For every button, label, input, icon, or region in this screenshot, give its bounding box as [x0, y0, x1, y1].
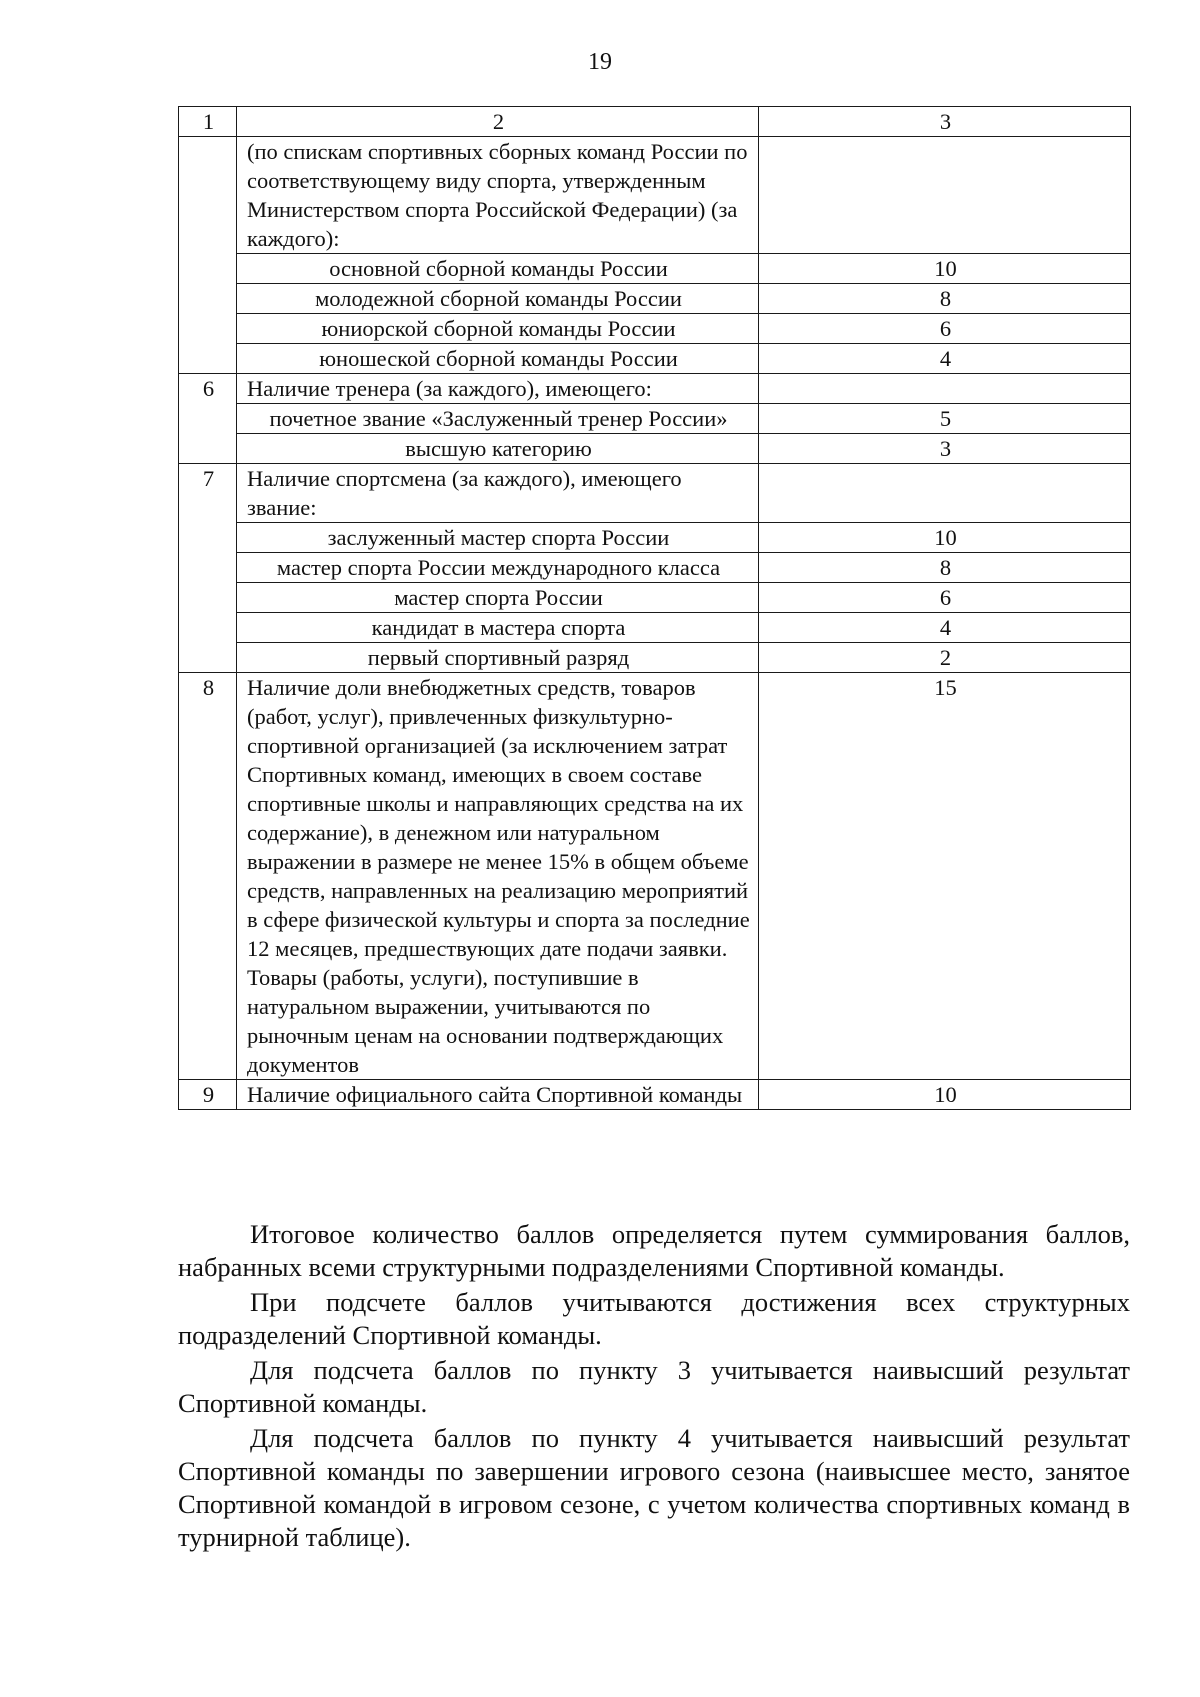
criterion-text: Наличие официального сайта Спортивной команды — [237, 1080, 759, 1110]
sub-criterion: молодежной сборной команды России — [237, 284, 759, 314]
notes-section — [178, 1218, 1130, 1556]
sub-criterion: высшую категорию — [237, 434, 759, 464]
points-cell: 10 — [759, 1080, 1131, 1110]
row-number-cell: 9 — [179, 1080, 237, 1110]
sub-criterion: первый спортивный разряд — [237, 643, 759, 673]
header-col-3: 3 — [759, 107, 1131, 137]
table-row — [179, 673, 1131, 1080]
row-number-cell — [179, 137, 237, 374]
table-row — [179, 464, 1131, 523]
table-row — [179, 434, 1131, 464]
criterion-text: (по спискам спортивных сборных команд России по соответствующему виду спорта, утвержденным Министерством спорта Российской Федерации) (за каждого): — [237, 137, 759, 254]
sub-criterion: мастер спорта России международного класса — [237, 553, 759, 583]
points-cell: 6 — [759, 583, 1131, 613]
points-cell: 4 — [759, 344, 1131, 374]
points-cell: 10 — [759, 523, 1131, 553]
table-row — [179, 404, 1131, 434]
sub-criterion: юношеской сборной команды России — [237, 344, 759, 374]
table-row — [179, 137, 1131, 254]
scoring-table — [178, 106, 1131, 1110]
criterion-text: Наличие доли внебюджетных средств, товаров (работ, услуг), привлеченных физкультурно-спортивной организацией (за исключением затрат Спортивных команд, имеющих в своем составе спортивные школы и направляющих средства на их содержание), в денежном или натуральном выражении в размере не менее 15% в общем объеме средств, направленных на реализацию мероприятий в сфере физической культуры и спорта за последние 12 месяцев, предшествующих дате подачи заявки. Товары (работы, услуги), поступившие в натуральном выражении, учитываются по рыночным ценам на основании подтверждающих документов — [237, 673, 759, 1080]
points-cell: 8 — [759, 284, 1131, 314]
table-row — [179, 613, 1131, 643]
sub-criterion: почетное звание «Заслуженный тренер России» — [237, 404, 759, 434]
note-paragraph: Для подсчета баллов по пункту 3 учитывается наивысший результат Спортивной команды. — [178, 1355, 1130, 1418]
sub-criterion: юниорской сборной команды России — [237, 314, 759, 344]
note-paragraph: Итоговое количество баллов определяется путем суммирования баллов, набранных всеми структурными подразделениями Спортивной команды. — [178, 1219, 1130, 1282]
criterion-text: Наличие тренера (за каждого), имеющего: — [237, 374, 759, 404]
points-cell — [759, 137, 1131, 254]
row-number-cell: 7 — [179, 464, 237, 673]
header-col-1: 1 — [179, 107, 237, 137]
points-cell: 8 — [759, 553, 1131, 583]
sub-criterion: мастер спорта России — [237, 583, 759, 613]
sub-criterion: заслуженный мастер спорта России — [237, 523, 759, 553]
points-cell: 5 — [759, 404, 1131, 434]
table-row — [179, 583, 1131, 613]
table-row — [179, 643, 1131, 673]
table-row — [179, 1080, 1131, 1110]
table-row — [179, 314, 1131, 344]
page-number: 19 — [588, 49, 612, 75]
row-number-cell: 6 — [179, 374, 237, 464]
table-row — [179, 254, 1131, 284]
points-cell: 3 — [759, 434, 1131, 464]
table-header-row — [179, 107, 1131, 137]
header-col-2: 2 — [237, 107, 759, 137]
points-cell: 4 — [759, 613, 1131, 643]
row-number-cell: 8 — [179, 673, 237, 1080]
note-paragraph: Для подсчета баллов по пункту 4 учитывается наивысший результат Спортивной команды по завершении игрового сезона (наивысшее место, занятое Спортивной командой в игровом сезоне, с учетом количества спортивных команд в турнирной таблице). — [178, 1423, 1130, 1552]
sub-criterion: кандидат в мастера спорта — [237, 613, 759, 643]
points-cell — [759, 464, 1131, 523]
note-paragraph: При подсчете баллов учитываются достижения всех структурных подразделений Спортивной команды. — [178, 1287, 1130, 1350]
points-cell: 15 — [759, 673, 1131, 1080]
points-cell — [759, 374, 1131, 404]
table-row — [179, 553, 1131, 583]
criterion-text: Наличие спортсмена (за каждого), имеющего звание: — [237, 464, 759, 523]
points-cell: 2 — [759, 643, 1131, 673]
points-cell: 6 — [759, 314, 1131, 344]
sub-criterion: основной сборной команды России — [237, 254, 759, 284]
table-row — [179, 523, 1131, 553]
points-cell: 10 — [759, 254, 1131, 284]
table-row — [179, 284, 1131, 314]
table-row — [179, 374, 1131, 404]
table-row — [179, 344, 1131, 374]
